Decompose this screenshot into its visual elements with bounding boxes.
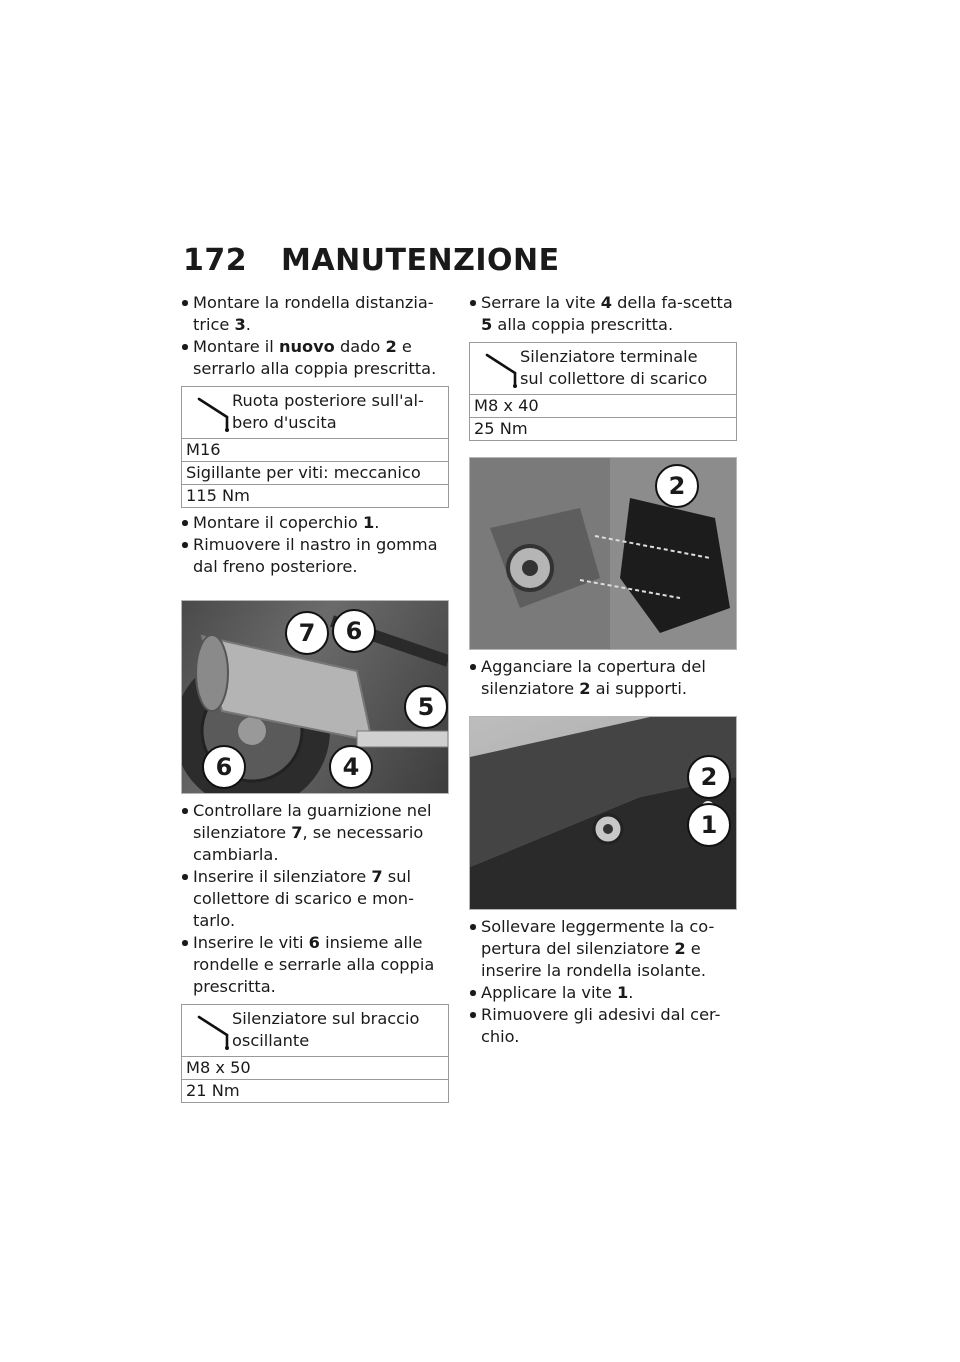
callout-4: 4 <box>329 745 373 789</box>
right-column <box>469 292 737 1048</box>
spec-row: 115 Nm <box>182 484 448 507</box>
callout-2: 2 <box>655 464 699 508</box>
spec-title: Silenziatore terminale <box>520 347 698 366</box>
instruction-step: Applicare la vite 1. <box>469 982 737 1004</box>
instruction-step: Montare il coperchio 1. <box>181 512 449 534</box>
torque-spec-table <box>181 1004 449 1103</box>
page-number: 172 <box>183 243 248 278</box>
spec-title: oscillante <box>232 1031 310 1050</box>
instruction-step: Rimuovere il nastro in gomma dal freno posteriore. <box>181 534 449 578</box>
instruction-step: Serrare la vite 4 della fa-scetta 5 alla coppia prescritta. <box>469 292 737 336</box>
instruction-step: Agganciare la copertura del silenziatore 2 ai supporti. <box>469 656 737 700</box>
figure-silencer-mounting <box>181 600 449 794</box>
figure-silencer-cover-screw <box>469 716 737 910</box>
page-title: MANUTENZIONE <box>281 243 560 278</box>
spec-title: Ruota posteriore sull'al- <box>232 391 424 410</box>
callout-7: 7 <box>285 611 329 655</box>
spec-row: M8 x 40 <box>470 394 736 417</box>
spec-title: sul collettore di scarico <box>520 369 708 388</box>
instruction-step: Sollevare leggermente la co-pertura del silenziatore 2 e inserire la rondella isolante. <box>469 916 737 982</box>
callout-5: 5 <box>404 685 448 729</box>
torque-spec-table <box>181 386 449 508</box>
instruction-step: Montare il nuovo dado 2 e serrarlo alla coppia prescritta. <box>181 336 449 380</box>
torque-wrench-icon <box>484 349 524 389</box>
instruction-step: Controllare la guarnizione nel silenziatore 7, se necessario cambiarla. <box>181 800 449 866</box>
spec-row: 25 Nm <box>470 417 736 440</box>
spec-row: Sigillante per viti: meccanico <box>182 461 448 484</box>
instruction-step: Inserire le viti 6 insieme alle rondelle e serrarle alla coppia prescritta. <box>181 932 449 998</box>
spec-row: 21 Nm <box>182 1079 448 1102</box>
instruction-step: Montare la rondella distanzia- trice 3. <box>181 292 449 336</box>
torque-wrench-icon <box>196 1011 236 1051</box>
spec-row: M16 <box>182 438 448 461</box>
instruction-step: Inserire il silenziatore 7 sul collettore di scarico e mon-tarlo. <box>181 866 449 932</box>
left-column <box>181 292 449 1107</box>
figure-silencer-cover <box>469 457 737 650</box>
torque-wrench-icon <box>196 393 236 433</box>
spec-title: bero d'uscita <box>232 413 337 432</box>
callout-6: 6 <box>202 745 246 789</box>
callout-1: 1 <box>687 803 731 847</box>
spec-title: Silenziatore sul braccio <box>232 1009 420 1028</box>
page-header <box>183 243 560 278</box>
callout-6: 6 <box>332 609 376 653</box>
instruction-step: Rimuovere gli adesivi dal cer-chio. <box>469 1004 737 1048</box>
torque-spec-table <box>469 342 737 441</box>
callout-2: 2 <box>687 755 731 799</box>
spec-row: M8 x 50 <box>182 1056 448 1079</box>
